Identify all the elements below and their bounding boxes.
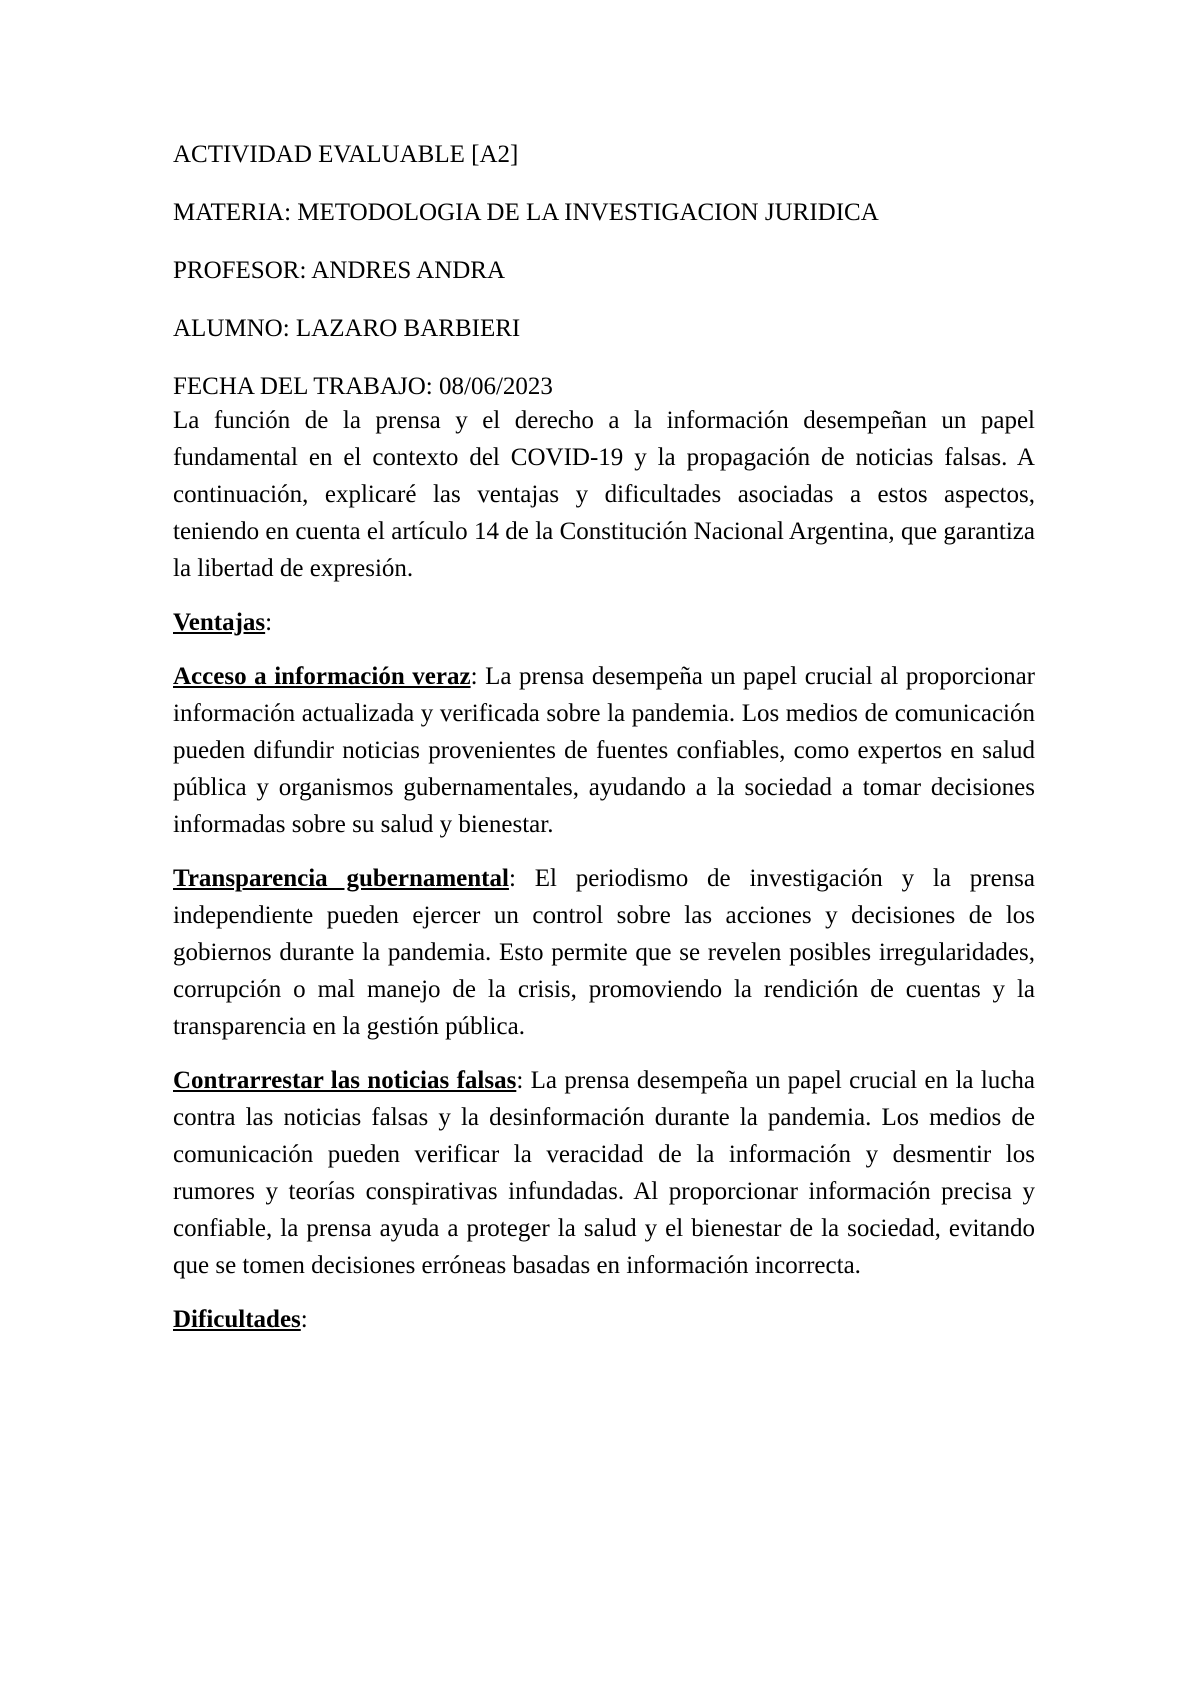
ventaja-text: La prensa desempeña un papel crucial al proporcionar información actualizada y verificada sobre la pandemia. Los medios de comunicación pueden difundir noticias provenientes de fuentes confiables, como expertos en salud pública y organismos gubernamentales, ayudando a la sociedad a tomar decisiones informadas sobre su salud y bienestar. [173, 663, 1035, 838]
ventaja-paragraph: Acceso a información veraz: La prensa desempeña un papel crucial al proporcionar información actualizada y verificada sobre la pandemia. Los medios de comunicación pueden difundir noticias provenientes de fuentes confiables, como expertos en salud pública y organismos gubernamentales, ayudando a la sociedad a tomar decisiones informadas sobre su salud y bienestar. [173, 663, 1035, 838]
ventaja-term: Contrarrestar las noticias falsas [173, 1067, 517, 1094]
ventaja-term: Transparencia gubernamental [173, 865, 509, 892]
ventaja-term: Acceso a información veraz [173, 663, 471, 690]
ventaja-text: La prensa desempeña un papel crucial en la lucha contra las noticias falsas y la desinformación durante la pandemia. Los medios de comunicación pueden verificar la veracidad de la información y desmentir los rumores y teorías conspirativas infundadas. Al proporcionar información precisa y confiable, la prensa ayuda a proteger la salud y el bienestar de la sociedad, evitando que se tomen decisiones erróneas basadas en información incorrecta. [173, 1067, 1035, 1279]
intro-paragraph: La función de la prensa y el derecho a la información desempeñan un papel fundamental en el contexto del COVID-19 y la propagación de noticias falsas. A continuación, explicaré las ventajas y dificultades asociadas a estos aspectos, teniendo en cuenta el artículo 14 de la Constitución Nacional Argentina, que garantiza la libertad de expresión. [173, 407, 1035, 582]
date-line: FECHA DEL TRABAJO: 08/06/2023 [173, 373, 553, 400]
dificultades-heading-text: Dificultades [173, 1306, 301, 1333]
ventaja-text: El periodismo de investigación y la prensa independiente pueden ejercer un control sobre las acciones y decisiones de los gobiernos durante la pandemia. Esto permite que se revelen posibles irregularidades, corrupción o mal manejo de la crisis, promoviendo la rendición de cuentas y la transparencia en la gestión pública. [173, 865, 1035, 1040]
professor-line: PROFESOR: ANDRES ANDRA [173, 257, 506, 284]
ventaja-paragraph: Transparencia gubernamental: El periodismo de investigación y la prensa independiente pueden ejercer un control sobre las acciones y decisiones de los gobiernos durante la pandemia. Esto permite que se revelen posibles irregularidades, corrupción o mal manejo de la crisis, promoviendo la rendición de cuentas y la transparencia en la gestión pública. [173, 865, 1035, 1040]
dificultades-heading: Dificultades: [173, 1306, 308, 1333]
student-line: ALUMNO: LAZARO BARBIERI [173, 315, 521, 342]
ventajas-heading-text: Ventajas [173, 609, 266, 636]
ventajas-heading: Ventajas: [173, 609, 273, 636]
activity-title: ACTIVIDAD EVALUABLE [A2] [173, 141, 519, 168]
subject-line: MATERIA: METODOLOGIA DE LA INVESTIGACION JURIDICA [173, 199, 879, 226]
document-page [173, 140, 1035, 1355]
ventaja-paragraph: Contrarrestar las noticias falsas: La prensa desempeña un papel crucial en la lucha contra las noticias falsas y la desinformación durante la pandemia. Los medios de comunicación pueden verificar la veracidad de la información y desmentir los rumores y teorías conspirativas infundadas. Al proporcionar información precisa y confiable, la prensa ayuda a proteger la salud y el bienestar de la sociedad, evitando que se tomen decisiones erróneas basadas en información incorrecta. [173, 1067, 1035, 1279]
